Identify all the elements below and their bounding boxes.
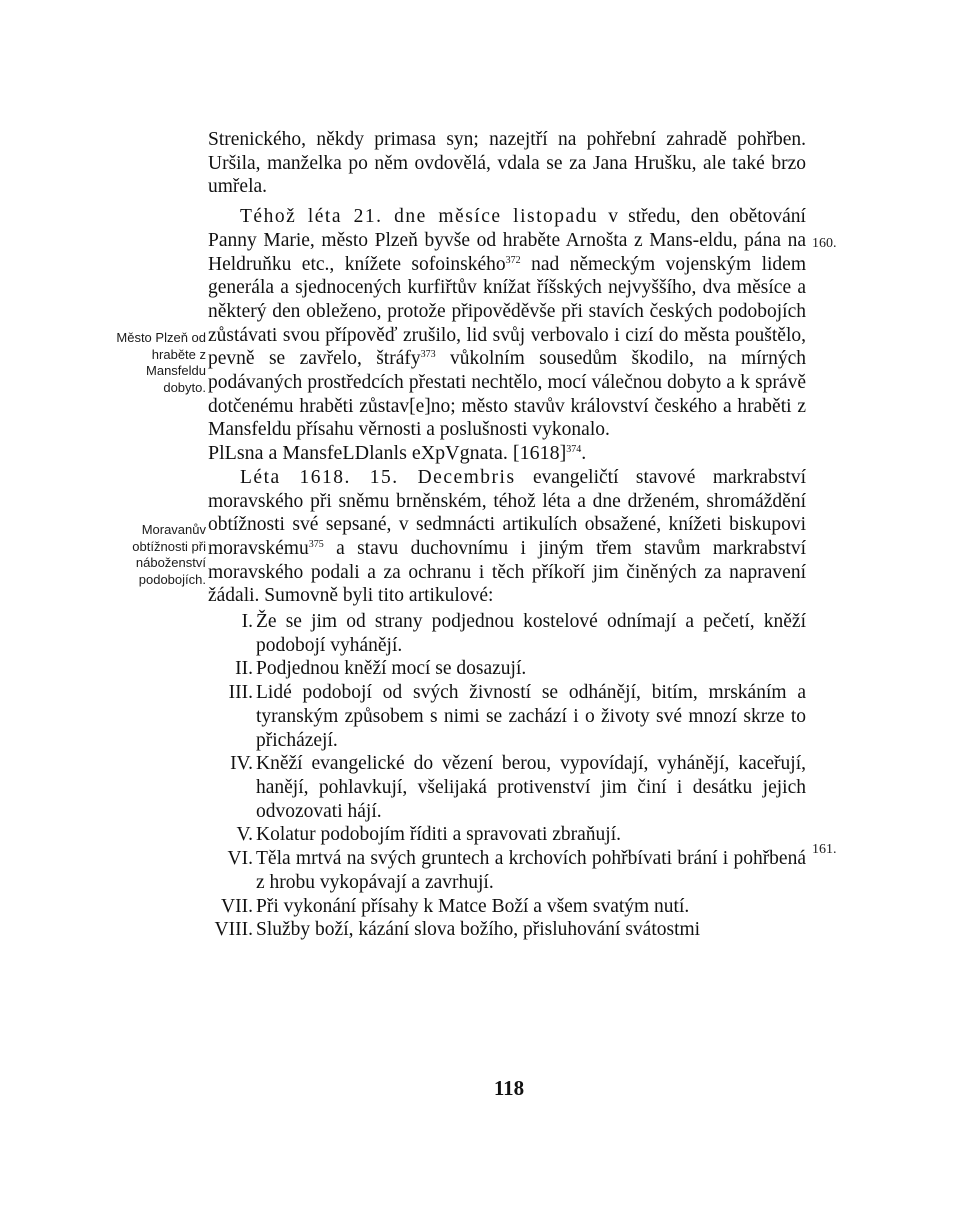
main-text [208, 128, 806, 942]
article-number: VIII. [214, 919, 253, 941]
article-text: Podjednou kněží mocí se dosazují. [256, 658, 527, 680]
paragraph-text: vůkolním sousedům škodilo, na mírných podávaných prostředcích přestati nechtělo, mocí válečnou dobyto a k správě dotčenému hraběti zůstav[e]no; město stavův království českého a hraběti z Mansfeldu přísahu věrnosti a poslušnosti vykonalo. [208, 348, 806, 441]
articles-list [208, 610, 806, 942]
article-item [208, 823, 806, 847]
intro-paragraph: Strenického, někdy primasa syn; nazejtří na pohřební zahradě pohřben. Uršila, manželka po něm ovdovělá, vdala se za Jana Hrušku, ale také brzo umřela. [208, 129, 806, 198]
paragraph-plzen-siege [208, 205, 806, 442]
margin-note-plzen: Město Plzeň od hraběte z Mansfeldu dobyto. [116, 330, 206, 395]
article-text: Při vykonání přísahy k Matce Boží a všem svatým nutí. [256, 895, 690, 917]
article-item [208, 752, 806, 823]
page-reference-160: 160. [812, 236, 837, 251]
date-lead: Téhož léta 21. dne měsíce listopadu [240, 206, 599, 228]
footnote-ref: 375 [308, 538, 324, 550]
page-number: 118 [493, 1076, 525, 1100]
article-number: VI. [227, 848, 253, 870]
article-item [208, 918, 806, 942]
article-item [208, 657, 806, 681]
footnote-ref: 373 [420, 349, 436, 361]
article-text: Lidé podobojí od svých živností se odhánějí, bitím, mrskáním a tyranským způsobem s nimi se zachází i o životy své mnozí skrze to přicházejí. [256, 682, 806, 751]
article-number: III. [228, 682, 253, 704]
article-text: Že se jim od strany podjednou kostelové odnímají a pečetí, kněží podobojí vyhánějí. [256, 611, 806, 656]
footnote-ref: 374 [566, 444, 582, 456]
footnote-ref: 372 [505, 254, 521, 266]
paragraph-text: a stavu duchovnímu i jiným třem stavům markrabství moravského podali a za ochranu i těch příkoří jim činěných za napravení žádali. Sumovně byli tito artikulové: [208, 537, 806, 607]
article-text: Služby boží, kázání slova božího, přisluhování svátostmi [256, 919, 701, 941]
article-number: IV. [230, 753, 253, 775]
article-item [208, 847, 806, 894]
article-text: Těla mrtvá na svých gruntech a krchovích pohřbívati brání i pohřbená z hrobu vykopávají a zavrhují. [256, 848, 806, 893]
article-number: II. [235, 658, 253, 680]
chronogram-text: PlLsna a MansfeLDlanls eXpVgnata. [1618] [208, 442, 567, 465]
paragraph-text: v středu, den obětování Panny Marie, město Plzeň byvše od hraběte Arnošta z Mans-eldu, pána na Heldruňku etc., knížete sofoinského [208, 206, 806, 275]
paragraph-moravian-estates [208, 466, 806, 608]
article-number: I. [241, 611, 253, 633]
article-number: V. [236, 824, 253, 846]
chronogram-heading: PlLsna a MansfeLDlanls eXpVgnata. $[1618]^{374}$. [208, 442, 587, 465]
article-text: Kolatur podobojím říditi a spravovati zbraňují. [256, 824, 622, 846]
date-lead: Léta 1618. 15. Decembris [240, 466, 516, 488]
article-item [208, 895, 806, 919]
article-item [208, 610, 806, 657]
page-reference-161: 161. [812, 842, 837, 857]
article-number: VII. [221, 895, 253, 917]
article-text: Kněží evangelické do vězení berou, vypovídají, vyhánějí, kaceřují, hanějí, pohlavkují, všelijaká protivenství jim činí i desátku jejich odvozovati hájí. [256, 753, 806, 822]
paragraph-text: nad německým vojenským lidem generála a sjednocených kurfiřtův knížat říšských nejvyššího, dva měsíce a některý den obleženo, protože připověděvše při stavích českých podobojích zůstávati svou přípověď zrušilo, lid svůj verbovalo i cizí do města pouštělo, pevně se zavřelo, štráfy [208, 253, 806, 370]
article-item [208, 681, 806, 752]
margin-note-moravanu: Moravanův obtížnosti při náboženství podobojích. [132, 522, 206, 587]
paragraph-text: evangeličtí stavové markrabství moravského při sněmu brněnském, téhož léta a dne drženém, shromáždění obtížnosti své sepsané, v sedmnácti artikulích obsažené, knížeti biskupovi moravskému [208, 466, 807, 559]
